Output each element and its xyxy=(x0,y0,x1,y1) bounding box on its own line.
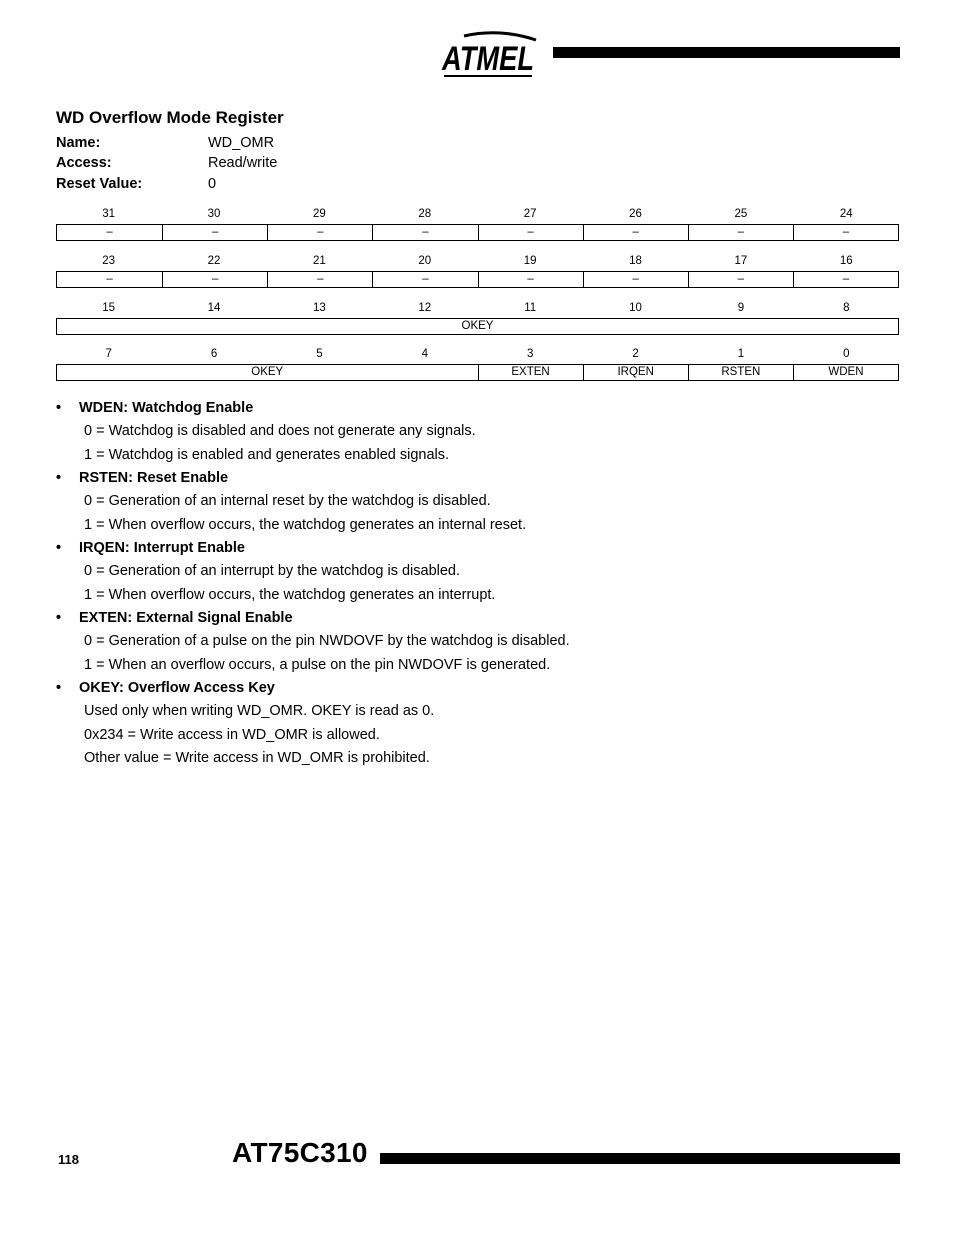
atmel-logo xyxy=(440,30,538,78)
field-title: RSTEN: Reset Enable xyxy=(79,470,229,486)
register-row xyxy=(56,300,899,335)
field-description-line: 0 = Watchdog is disabled and does not generate any signals. xyxy=(84,423,476,439)
document-title: AT75C310 xyxy=(232,1137,368,1168)
register-row xyxy=(56,253,899,288)
bullet-icon: • xyxy=(56,680,62,696)
field-description-line: 0 = Generation of an internal reset by the watchdog is disabled. xyxy=(84,493,491,509)
field-description-line: 1 = When overflow occurs, the watchdog generates an internal reset. xyxy=(84,516,527,533)
register-row xyxy=(56,206,899,241)
field-description-line: 0x234 = Write access in WD_OMR is allowed. xyxy=(84,726,380,743)
field-heading xyxy=(56,538,916,561)
bullet-icon: • xyxy=(56,610,62,626)
bit-number: 30 xyxy=(207,208,221,220)
bit-number: 10 xyxy=(629,302,642,314)
bit-number: 3 xyxy=(526,348,534,360)
field-heading xyxy=(56,468,916,491)
bit-field-cell: – xyxy=(106,226,113,238)
bit-field-cell: EXTEN xyxy=(478,365,583,380)
bit-number: 26 xyxy=(629,208,642,220)
bit-field-cell: – xyxy=(106,273,113,285)
bit-numbers xyxy=(56,346,899,364)
field-heading xyxy=(56,678,916,701)
bit-field-cell: – xyxy=(688,272,793,287)
bit-number: 18 xyxy=(629,255,642,267)
field-title: EXTEN: External Signal Enable xyxy=(79,610,293,626)
bit-number: 16 xyxy=(839,255,853,267)
bit-number: 9 xyxy=(737,302,745,314)
bit-number: 11 xyxy=(524,302,537,314)
bit-numbers xyxy=(56,300,899,318)
field-descriptions xyxy=(56,398,916,772)
bit-field-cell: WDEN xyxy=(793,365,898,380)
bit-field-cell: OKEY xyxy=(251,366,284,378)
bit-field-cell: IRQEN xyxy=(583,365,688,380)
bit-number: 27 xyxy=(523,208,537,220)
field-description-line: 1 = When an overflow occurs, a pulse on the pin NWDOVF is generated. xyxy=(84,656,551,673)
field-description-line: Used only when writing WD_OMR. OKEY is read as 0. xyxy=(84,703,435,719)
bit-field-cell: RSTEN xyxy=(688,365,793,380)
page-number: 118 xyxy=(58,1152,79,1167)
bit-field-cell: – xyxy=(478,272,583,287)
field-description-line: 0 = Generation of a pulse on the pin NWDOVF by the watchdog is disabled. xyxy=(84,633,570,649)
bit-number: 19 xyxy=(523,255,537,267)
bit-field-cell: OKEY xyxy=(461,320,494,332)
field-heading xyxy=(56,398,916,421)
bit-field-cell: – xyxy=(267,272,372,287)
bit-number: 13 xyxy=(313,302,326,314)
bit-number: 23 xyxy=(102,255,116,267)
bit-field-cell: – xyxy=(478,225,583,240)
bit-number: 1 xyxy=(737,348,745,360)
bit-number: 29 xyxy=(313,208,326,220)
field-description-line: 0 = Generation of an interrupt by the watchdog is disabled. xyxy=(84,563,461,579)
bit-field-cell: – xyxy=(688,225,793,240)
field-title: IRQEN: Interrupt Enable xyxy=(79,540,245,556)
bit-numbers xyxy=(56,253,899,271)
bit-number: 20 xyxy=(418,255,432,267)
bit-field-cells xyxy=(56,271,899,288)
bit-field-cell: – xyxy=(793,225,898,240)
svg-text:ATMEL: ATMEL xyxy=(441,40,534,78)
bit-number: 5 xyxy=(316,348,323,360)
field-description-line: 1 = Watchdog is enabled and generates enabled signals. xyxy=(84,446,450,463)
bit-field-cell: – xyxy=(583,272,688,287)
bit-number: 0 xyxy=(843,348,850,360)
bit-field-cells xyxy=(56,364,899,381)
bit-field-cell: – xyxy=(793,272,898,287)
bit-number: 22 xyxy=(207,255,221,267)
field-title: WDEN: Watchdog Enable xyxy=(79,400,254,416)
meta-key: Access: xyxy=(56,155,112,171)
bullet-icon: • xyxy=(56,400,62,416)
bit-field-cell: – xyxy=(372,272,477,287)
bit-number: 25 xyxy=(734,208,748,220)
field-heading xyxy=(56,608,916,631)
bit-number: 17 xyxy=(734,255,748,267)
bit-field-cells xyxy=(56,318,899,335)
bit-field-cells xyxy=(56,224,899,241)
bullet-icon: • xyxy=(56,540,62,556)
meta-value: WD_OMR xyxy=(208,135,275,151)
meta-key: Name: xyxy=(56,135,101,151)
bit-number: 21 xyxy=(313,255,326,267)
register-row xyxy=(56,346,899,381)
meta-value: 0 xyxy=(208,176,217,192)
bit-number: 24 xyxy=(839,208,853,220)
bit-field-cell: – xyxy=(162,225,267,240)
field-description-line: 1 = When overflow occurs, the watchdog generates an interrupt. xyxy=(84,586,496,603)
meta-key: Reset Value: xyxy=(56,176,143,192)
bit-number: 28 xyxy=(418,208,432,220)
field-title: OKEY: Overflow Access Key xyxy=(79,680,275,696)
bit-number: 4 xyxy=(421,348,429,360)
bit-number: 31 xyxy=(102,208,116,220)
bit-number: 8 xyxy=(843,302,850,314)
meta-value: Read/write xyxy=(208,155,278,171)
bit-number: 12 xyxy=(418,302,432,314)
bit-field-cell: – xyxy=(267,225,372,240)
header-rule xyxy=(553,47,900,58)
bit-number: 7 xyxy=(105,348,112,360)
section-title: WD Overflow Mode Register xyxy=(56,108,284,127)
bit-field-cell: – xyxy=(162,272,267,287)
bit-number: 6 xyxy=(210,348,218,360)
field-description-line: Other value = Write access in WD_OMR is prohibited. xyxy=(84,750,430,766)
bit-field-cell: – xyxy=(583,225,688,240)
bit-field-cell: – xyxy=(372,225,477,240)
bullet-icon: • xyxy=(56,470,62,486)
bit-number: 15 xyxy=(102,302,116,314)
footer-rule xyxy=(380,1153,900,1164)
bit-numbers xyxy=(56,206,899,224)
bit-number: 14 xyxy=(207,302,221,314)
bit-number: 2 xyxy=(632,348,639,360)
